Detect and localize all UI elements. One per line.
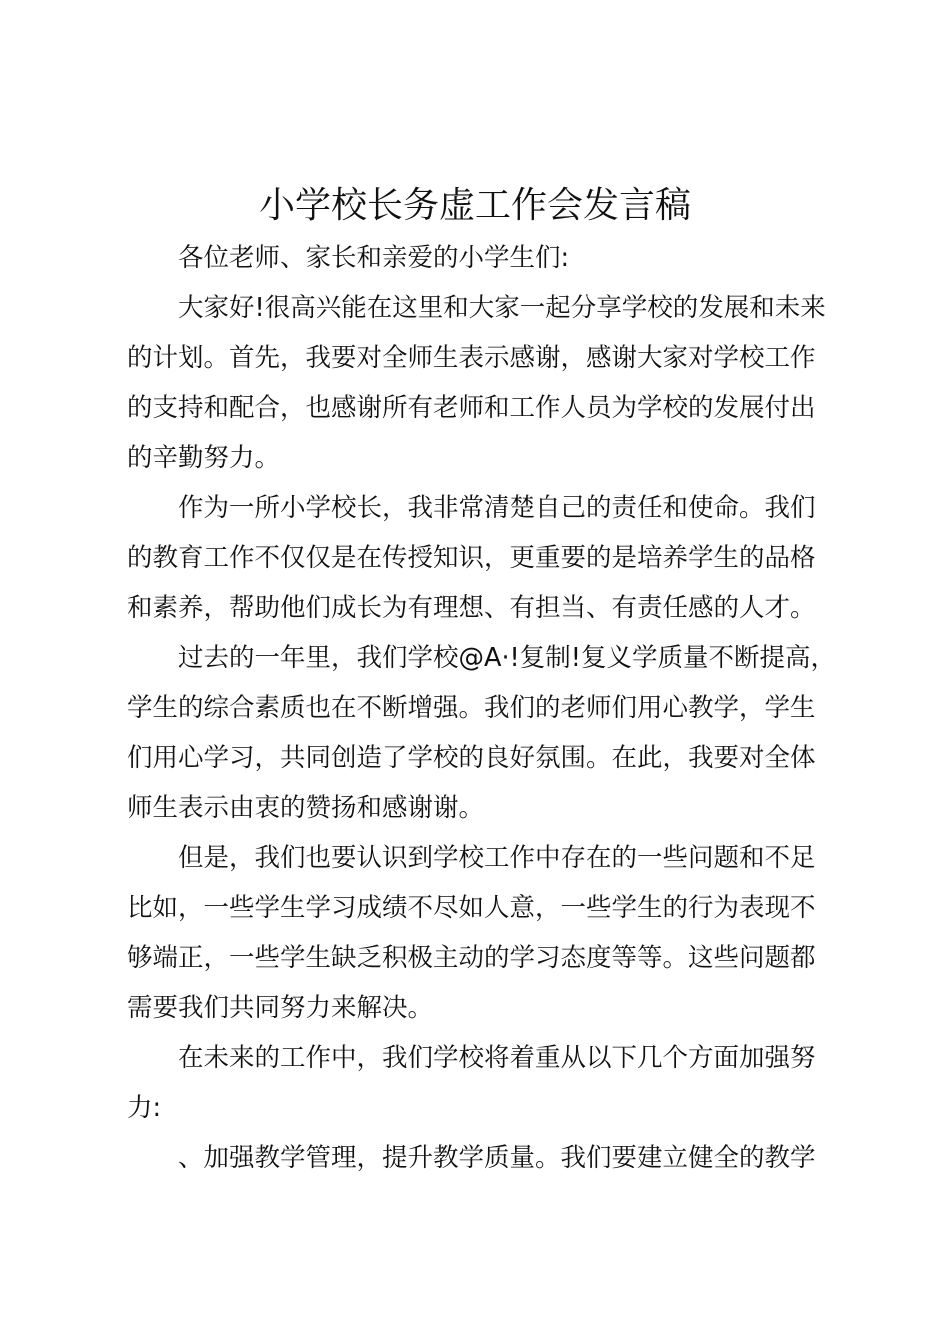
paragraph-line: 师生表示由衷的赞扬和感谢谢。	[127, 793, 485, 823]
paragraph-opening	[127, 283, 847, 483]
paragraph-line: 各位老师、家长和亲爱的小学生们:	[178, 243, 570, 273]
paragraph-line: 够端正，一些学生缺乏积极主动的学习态度等等。这些问题都	[127, 943, 816, 973]
paragraph-future	[127, 1033, 847, 1133]
paragraph-line: 作为一所小学校长，我非常清楚自己的责任和使命。我们	[178, 493, 816, 523]
paragraph-line: 大家好!很高兴能在这里和大家一起分享学校的发展和未来	[178, 293, 826, 323]
paragraph-line: 需要我们共同努力来解决。	[127, 993, 434, 1023]
paragraph-past-year	[127, 633, 847, 833]
paragraph-responsibility	[127, 483, 847, 633]
paragraph-line: 力:	[127, 1093, 162, 1123]
document-body	[127, 233, 847, 1183]
paragraph-line: 的计划。首先，我要对全师生表示感谢，感谢大家对学校工作	[127, 343, 816, 373]
paragraph-line: 的支持和配合，也感谢所有老师和工作人员为学校的发展付出	[127, 393, 816, 423]
paragraph-line: 的教育工作不仅仅是在传授知识，更重要的是培养学生的品格	[127, 543, 816, 573]
paragraph-problems	[127, 833, 847, 1033]
paragraph-line: 、加强教学管理，提升教学质量。我们要建立健全的教学	[178, 1143, 816, 1173]
paragraph-line: 但是，我们也要认识到学校工作中存在的一些问题和不足	[178, 843, 816, 873]
paragraph-line: 的辛勤努力。	[127, 443, 281, 473]
paragraph-greeting	[127, 233, 847, 283]
paragraph-line: 和素养，帮助他们成长为有理想、有担当、有责任感的人才。	[127, 593, 816, 623]
paragraph-line: 在未来的工作中，我们学校将着重从以下几个方面加强努	[178, 1043, 816, 1073]
paragraph-teaching-management	[127, 1133, 847, 1183]
paragraph-line: 们用心学习，共同创造了学校的良好氛围。在此，我要对全体	[127, 743, 816, 773]
paragraph-line: 过去的一年里，我们学校@A·!复制!复义学质量不断提高，	[178, 643, 836, 673]
document-title: 小学校长务虚工作会发言稿	[258, 185, 691, 226]
paragraph-line: 学生的综合素质也在不断增强。我们的老师们用心教学，学生	[127, 693, 816, 723]
paragraph-line: 比如，一些学生学习成绩不尽如人意，一些学生的行为表现不	[127, 893, 816, 923]
